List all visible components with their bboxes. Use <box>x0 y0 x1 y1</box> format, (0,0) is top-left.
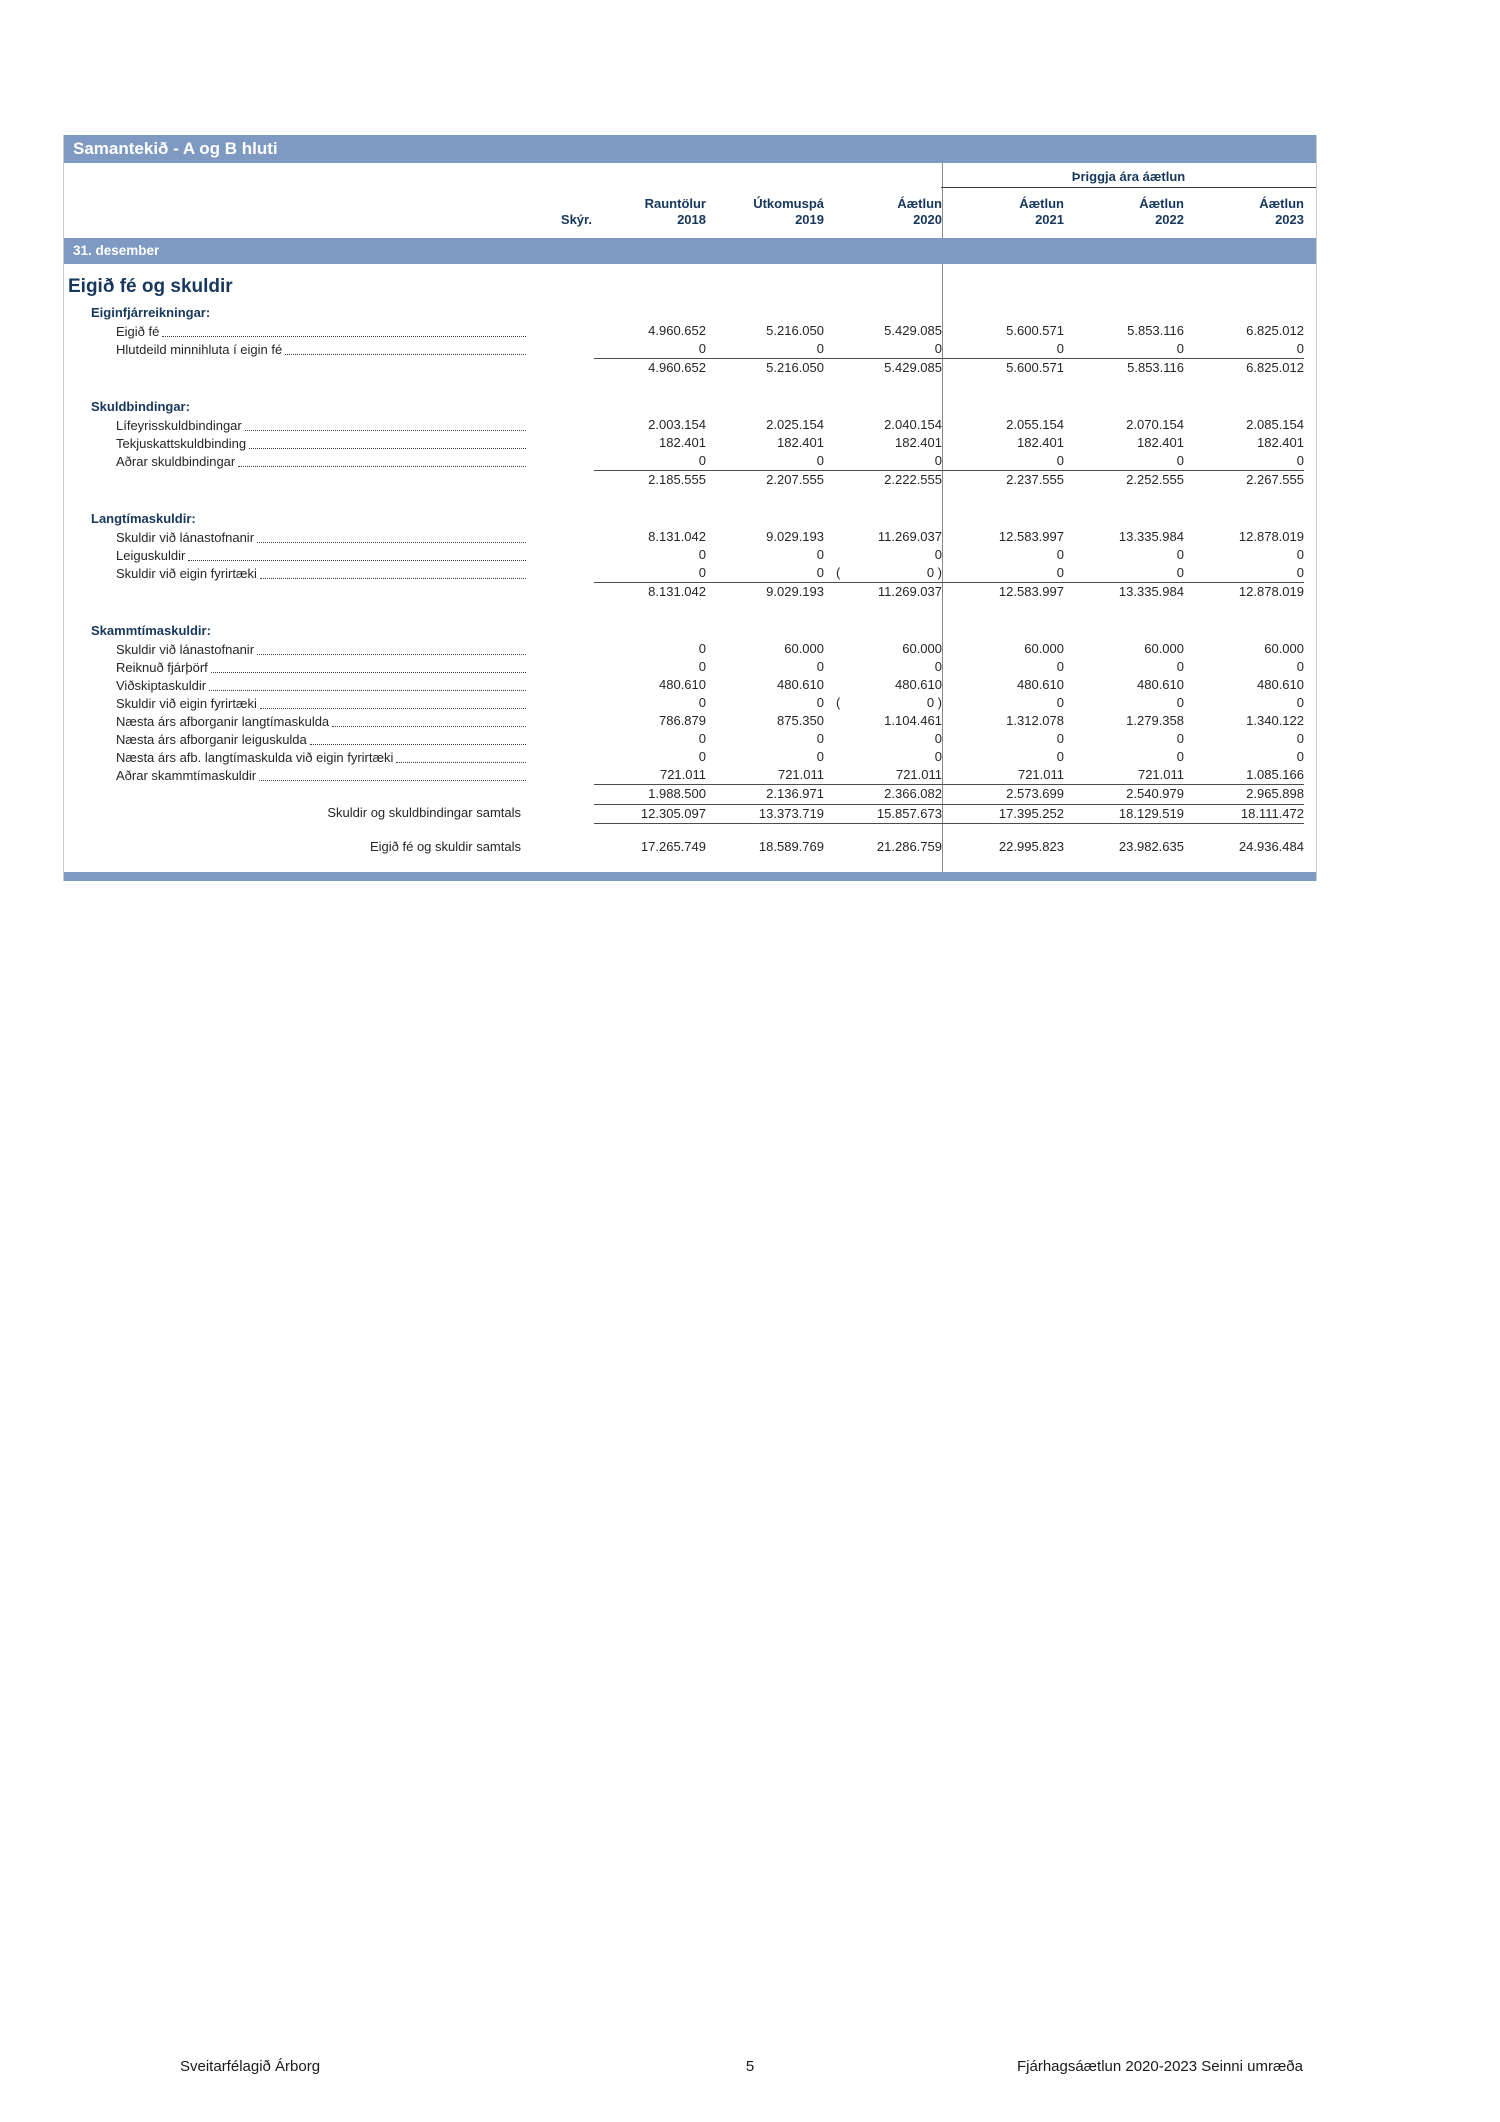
table-row <box>64 340 1316 358</box>
report-title-bar <box>64 135 1316 163</box>
row-label-text: Hlutdeild minnihluta í eigin fé <box>116 342 283 357</box>
row-label-text: Aðrar skammtímaskuldir <box>116 768 257 783</box>
skyr-cell <box>529 358 594 378</box>
value-cell-2019: 0 <box>816 695 824 710</box>
skyr-cell <box>529 804 594 824</box>
dotted-leader <box>259 780 526 781</box>
value-cell-2020: 721.011 <box>895 767 942 782</box>
value-cell-2020: 1.104.461 <box>884 713 942 728</box>
dotted-leader <box>257 542 526 543</box>
row-label-text: Eigið fé <box>116 324 160 339</box>
value-cell-2022: 0 <box>1176 731 1184 746</box>
value-cell-2020: 0 <box>934 341 942 356</box>
table-row <box>64 322 1316 340</box>
column-label: Rauntölur <box>644 196 706 211</box>
dotted-leader <box>238 466 526 467</box>
dotted-leader <box>257 654 526 655</box>
value-cell-2023: 182.401 <box>1257 435 1304 450</box>
row-label-text: Næsta árs afb. langtímaskulda við eigin fyrirtæki <box>116 750 394 765</box>
value-cell-2022: 13.335.984 <box>1064 582 1184 602</box>
row-label <box>64 658 529 676</box>
dotted-leader <box>332 726 526 727</box>
skyr-cell <box>529 676 594 694</box>
value-cell-2023: 2.085.154 <box>1246 417 1304 432</box>
table-row <box>64 748 1316 766</box>
column-year: 2021 <box>1035 212 1064 227</box>
value-cell-2021: 0 <box>1056 341 1064 356</box>
value-cell-2019: 0 <box>816 749 824 764</box>
value-cell-2018: 4.960.652 <box>594 358 706 378</box>
row-label-text: Skuldir við eigin fyrirtæki <box>116 566 257 581</box>
value-cell-2020: 11.269.037 <box>824 582 942 602</box>
skyr-cell <box>529 838 594 856</box>
value-cell-2020: 0 <box>934 731 942 746</box>
value-cell-2022: 2.540.979 <box>1064 784 1184 804</box>
value-cell-2021: 0 <box>1056 749 1064 764</box>
skyr-cell <box>529 712 594 730</box>
value-cell-2021: 721.011 <box>1017 767 1064 782</box>
value-cell-2018: 0 <box>698 341 706 356</box>
three-year-plan-header: Þriggja ára áætlun <box>941 169 1316 188</box>
row-label-text: Skuldir við lánastofnanir <box>116 642 255 657</box>
group-subtotal-row <box>64 470 1316 490</box>
row-label-text: Næsta árs afborganir langtímaskulda <box>116 714 330 729</box>
column-year: 2019 <box>795 212 824 227</box>
dotted-leader <box>188 560 526 561</box>
dotted-leader <box>396 762 526 763</box>
row-label <box>64 528 529 546</box>
value-cell-2022: 0 <box>1176 749 1184 764</box>
subtotal-label-spacer <box>64 784 529 804</box>
column-header-2018 <box>594 196 706 228</box>
value-cell-2018: 182.401 <box>659 435 706 450</box>
section-title: Eigið fé og skuldir <box>68 276 233 297</box>
table-header <box>64 163 1316 232</box>
value-cell-2021: 22.995.823 <box>998 839 1064 854</box>
column-headers <box>64 196 1316 232</box>
summary-row <box>64 838 1316 856</box>
value-cell-2019: 60.000 <box>784 641 824 656</box>
value-cell-2019: 0 <box>816 547 824 562</box>
summary-row <box>64 804 1316 822</box>
group-subtotal-row <box>64 358 1316 378</box>
summary-label: Eigið fé og skuldir samtals <box>369 839 521 854</box>
column-label: Áætlun <box>1259 196 1304 211</box>
value-cell-2023: 0 <box>1296 749 1304 764</box>
group-heading-row <box>64 510 1316 528</box>
value-cell-2019: 5.216.050 <box>766 323 824 338</box>
dotted-leader <box>211 672 526 673</box>
row-label <box>64 766 529 784</box>
value-cell-2023: 1.085.166 <box>1246 767 1304 782</box>
value-cell-2020: 480.610 <box>895 677 942 692</box>
value-cell-2021: 0 <box>1056 547 1064 562</box>
value-cell-2020: 5.429.085 <box>884 323 942 338</box>
value-cell-2018: 0 <box>698 749 706 764</box>
value-cell-2021: 0 <box>1056 565 1064 580</box>
column-header-2019 <box>706 196 824 228</box>
dotted-leader <box>260 708 526 709</box>
value-cell-2021: 0 <box>1056 731 1064 746</box>
group-heading-row <box>64 622 1316 640</box>
value-cell-2018: 2.003.154 <box>648 417 706 432</box>
value-cell-2022: 0 <box>1176 695 1184 710</box>
subtotal-label-spacer <box>64 358 529 378</box>
table-row <box>64 434 1316 452</box>
value-cell-2019: 9.029.193 <box>706 582 824 602</box>
row-label-text: Leiguskuldir <box>116 548 186 563</box>
value-cell-2023: 0 <box>1296 341 1304 356</box>
value-cell-2022: 2.252.555 <box>1064 470 1184 490</box>
skyr-cell <box>529 640 594 658</box>
dotted-leader <box>249 448 526 449</box>
value-cell-2023: 6.825.012 <box>1184 358 1304 378</box>
bottom-bar <box>64 872 1316 881</box>
value-cell-2022: 480.610 <box>1137 677 1184 692</box>
table-row <box>64 564 1316 582</box>
footer-document-title: Fjárhagsáætlun 2020-2023 Seinni umræða <box>1016 2058 1303 2075</box>
dotted-leader <box>285 354 526 355</box>
value-cell-2020: 11.269.037 <box>877 529 942 544</box>
page-number: 5 <box>745 2058 755 2075</box>
account-group <box>64 510 1316 602</box>
value-cell-2018: 12.305.097 <box>594 804 706 824</box>
value-cell-2022: 1.279.358 <box>1126 713 1184 728</box>
row-label <box>64 640 529 658</box>
value-cell-2020: 60.000 <box>902 641 942 656</box>
value-cell-2020: 5.429.085 <box>824 358 942 378</box>
value-cell-2021: 1.312.078 <box>1006 713 1064 728</box>
skyr-cell <box>529 582 594 602</box>
value-cell-2023: 18.111.472 <box>1184 804 1304 824</box>
value-cell-2021: 2.573.699 <box>942 784 1064 804</box>
value-cell-2023: 24.936.484 <box>1238 839 1304 854</box>
column-header-2022 <box>1064 196 1184 228</box>
value-cell-2018: 0 <box>698 731 706 746</box>
value-cell-2020: 0 <box>934 547 942 562</box>
account-group <box>64 398 1316 490</box>
value-cell-2019: 0 <box>816 565 824 580</box>
financial-report <box>63 135 1317 881</box>
value-cell-2021: 2.237.555 <box>942 470 1064 490</box>
date-label: 31. desember <box>73 243 160 258</box>
paren-value: 0 ) <box>926 695 942 710</box>
value-cell-2023: 2.965.898 <box>1184 784 1304 804</box>
value-cell-2018: 786.879 <box>659 713 706 728</box>
row-label-text: Skuldir við eigin fyrirtæki <box>116 696 257 711</box>
value-cell-2023: 0 <box>1296 659 1304 674</box>
row-label-text: Aðrar skuldbindingar <box>116 454 236 469</box>
column-label: Útkomuspá <box>753 196 824 211</box>
table-row <box>64 546 1316 564</box>
table-row <box>64 676 1316 694</box>
value-cell-2023: 0 <box>1296 547 1304 562</box>
column-header-2020 <box>824 196 942 228</box>
group-heading-row <box>64 398 1316 416</box>
value-cell-2021: 0 <box>1056 453 1064 468</box>
footer-organization: Sveitarfélagið Árborg <box>180 2058 321 2075</box>
table-row <box>64 528 1316 546</box>
value-cell-2018: 0 <box>698 453 706 468</box>
value-cell-2022: 182.401 <box>1137 435 1184 450</box>
skyr-cell <box>529 416 594 434</box>
column-label: Áætlun <box>897 196 942 211</box>
value-cell-2021: 60.000 <box>1024 641 1064 656</box>
row-label <box>64 416 529 434</box>
value-cell-2019: 9.029.193 <box>766 529 824 544</box>
value-cell-2020: 2.222.555 <box>824 470 942 490</box>
value-cell-2018: 17.265.749 <box>640 839 706 854</box>
row-label-text: Skuldir við lánastofnanir <box>116 530 255 545</box>
value-cell-2019: 480.610 <box>777 677 824 692</box>
table-body <box>64 276 1316 870</box>
row-label <box>64 322 529 340</box>
skyr-cell <box>529 748 594 766</box>
table-row <box>64 452 1316 470</box>
value-cell-2021: 0 <box>1056 659 1064 674</box>
value-cell-2019: 18.589.769 <box>758 839 824 854</box>
dotted-leader <box>245 430 526 431</box>
value-cell-2021: 5.600.571 <box>1006 323 1064 338</box>
account-group <box>64 304 1316 378</box>
dotted-leader <box>209 690 526 691</box>
value-cell-2023: 1.340.122 <box>1246 713 1304 728</box>
skyr-cell <box>529 694 594 712</box>
value-cell-2022: 0 <box>1176 453 1184 468</box>
row-label <box>64 712 529 730</box>
value-cell-2022: 5.853.116 <box>1064 358 1184 378</box>
value-cell-2021: 182.401 <box>1017 435 1064 450</box>
value-cell-2018: 2.185.555 <box>594 470 706 490</box>
value-cell-2023: 0 <box>1296 731 1304 746</box>
account-group <box>64 622 1316 804</box>
row-label <box>64 452 529 470</box>
skyr-cell <box>529 340 594 358</box>
value-cell-2023: 60.000 <box>1264 641 1304 656</box>
value-cell-2022: 0 <box>1176 565 1184 580</box>
value-cell-2018: 0 <box>698 565 706 580</box>
column-year: 2022 <box>1155 212 1184 227</box>
dotted-leader <box>310 744 526 745</box>
value-cell-2020: 2.040.154 <box>884 417 942 432</box>
value-cell-2018: 0 <box>698 659 706 674</box>
skyr-cell <box>529 766 594 784</box>
value-cell-2018: 0 <box>698 695 706 710</box>
row-label <box>64 564 529 582</box>
value-cell-2018: 480.610 <box>659 677 706 692</box>
table-row <box>64 766 1316 784</box>
value-cell-2018: 0 <box>698 547 706 562</box>
value-cell-2023: 0 <box>1296 453 1304 468</box>
table-row <box>64 730 1316 748</box>
column-header-2023 <box>1184 196 1304 228</box>
value-cell-2019: 0 <box>816 731 824 746</box>
skyr-cell <box>529 452 594 470</box>
row-label-text: Reiknuð fjárþörf <box>116 660 208 675</box>
value-cell-2020: 2.366.082 <box>824 784 942 804</box>
value-cell-2018: 8.131.042 <box>594 582 706 602</box>
skyr-cell <box>529 528 594 546</box>
summary-label: Skuldir og skuldbindingar samtals <box>327 805 521 820</box>
value-cell-2020: 0 <box>934 453 942 468</box>
row-label-text: Tekjuskattskuldbinding <box>116 436 247 451</box>
group-subtotal-row <box>64 582 1316 602</box>
value-cell-2019: 0 <box>816 341 824 356</box>
skyr-cell <box>529 546 594 564</box>
value-cell-2019: 13.373.719 <box>706 804 824 824</box>
report-title: Samantekið - A og B hluti <box>73 139 278 158</box>
value-cell-2021: 12.583.997 <box>998 529 1064 544</box>
value-cell-2022: 721.011 <box>1137 767 1184 782</box>
value-cell-2023: 12.878.019 <box>1184 582 1304 602</box>
value-cell-2023: 2.267.555 <box>1184 470 1304 490</box>
dotted-leader <box>162 336 526 337</box>
table-row <box>64 694 1316 712</box>
value-cell-2019: 0 <box>816 659 824 674</box>
group-heading: Langtímaskuldir: <box>91 511 196 526</box>
table-row <box>64 640 1316 658</box>
paren-open: ( <box>836 565 841 580</box>
value-cell-2019: 182.401 <box>777 435 824 450</box>
value-cell-2020 <box>824 694 942 712</box>
value-cell-2022: 60.000 <box>1144 641 1184 656</box>
value-cell-2022: 2.070.154 <box>1126 417 1184 432</box>
paren-value: 0 ) <box>926 565 942 580</box>
column-year: 2018 <box>677 212 706 227</box>
dotted-leader <box>260 578 526 579</box>
value-cell-2022: 0 <box>1176 659 1184 674</box>
table-row <box>64 658 1316 676</box>
value-cell-2018: 0 <box>698 641 706 656</box>
value-cell-2023: 0 <box>1296 695 1304 710</box>
value-cell-2021: 5.600.571 <box>942 358 1064 378</box>
value-cell-2022: 5.853.116 <box>1127 323 1184 338</box>
value-cell-2019: 2.136.971 <box>706 784 824 804</box>
table-row <box>64 416 1316 434</box>
value-cell-2020: 15.857.673 <box>824 804 942 824</box>
skyr-cell <box>529 730 594 748</box>
subtotal-label-spacer <box>64 582 529 602</box>
row-label <box>64 730 529 748</box>
skyr-cell <box>529 784 594 804</box>
row-label-text: Næsta árs afborganir leiguskulda <box>116 732 307 747</box>
value-cell-2023: 6.825.012 <box>1246 323 1304 338</box>
value-cell-2022: 13.335.984 <box>1118 529 1184 544</box>
value-cell-2019: 2.025.154 <box>766 417 824 432</box>
column-header-2021 <box>942 196 1064 228</box>
value-cell-2019: 5.216.050 <box>706 358 824 378</box>
value-cell-2018: 8.131.042 <box>648 529 706 544</box>
skyr-cell <box>529 470 594 490</box>
column-year: 2020 <box>913 212 942 227</box>
date-bar <box>64 238 1316 264</box>
row-label-text: Viðskiptaskuldir <box>116 678 207 693</box>
column-label: Áætlun <box>1139 196 1184 211</box>
group-heading-row <box>64 304 1316 322</box>
group-subtotal-row <box>64 784 1316 804</box>
group-heading: Skammtímaskuldir: <box>91 623 211 638</box>
row-label <box>64 676 529 694</box>
value-cell-2019: 721.011 <box>777 767 824 782</box>
skyr-cell <box>529 658 594 676</box>
value-cell-2018: 4.960.652 <box>648 323 706 338</box>
value-cell-2022: 0 <box>1176 547 1184 562</box>
value-cell-2021: 480.610 <box>1017 677 1064 692</box>
value-cell-2020: 182.401 <box>895 435 942 450</box>
value-cell-2018: 1.988.500 <box>594 784 706 804</box>
value-cell-2019: 0 <box>816 453 824 468</box>
page-footer <box>0 2058 1500 2082</box>
skyr-cell <box>529 564 594 582</box>
row-label <box>64 434 529 452</box>
value-cell-2020 <box>824 564 942 582</box>
column-year: 2023 <box>1275 212 1304 227</box>
value-cell-2021: 12.583.997 <box>942 582 1064 602</box>
value-cell-2021: 0 <box>1056 695 1064 710</box>
value-cell-2020: 0 <box>934 659 942 674</box>
value-cell-2019: 875.350 <box>777 713 824 728</box>
value-cell-2020: 0 <box>934 749 942 764</box>
value-cell-2023: 480.610 <box>1257 677 1304 692</box>
row-label <box>64 546 529 564</box>
row-label <box>64 748 529 766</box>
value-cell-2023: 12.878.019 <box>1238 529 1304 544</box>
skyr-cell <box>529 322 594 340</box>
value-cell-2018: 721.011 <box>659 767 706 782</box>
skyr-cell <box>529 434 594 452</box>
value-cell-2020: 21.286.759 <box>876 839 942 854</box>
value-cell-2021: 2.055.154 <box>1006 417 1064 432</box>
row-label <box>64 694 529 712</box>
account-groups <box>64 304 1316 856</box>
value-cell-2022: 23.982.635 <box>1118 839 1184 854</box>
subtotal-label-spacer <box>64 470 529 490</box>
paren-open: ( <box>836 695 841 710</box>
group-heading: Eiginfjárreikningar: <box>91 305 211 320</box>
skyr-column-header: Skýr. <box>560 212 592 227</box>
table-row <box>64 712 1316 730</box>
value-cell-2022: 0 <box>1176 341 1184 356</box>
value-cell-2021: 17.395.252 <box>942 804 1064 824</box>
column-label: Áætlun <box>1019 196 1064 211</box>
value-cell-2019: 2.207.555 <box>706 470 824 490</box>
value-cell-2022: 18.129.519 <box>1064 804 1184 824</box>
row-label <box>64 340 529 358</box>
value-cell-2023: 0 <box>1296 565 1304 580</box>
group-heading: Skuldbindingar: <box>91 399 190 414</box>
row-label-text: Lífeyrisskuldbindingar <box>116 418 242 433</box>
